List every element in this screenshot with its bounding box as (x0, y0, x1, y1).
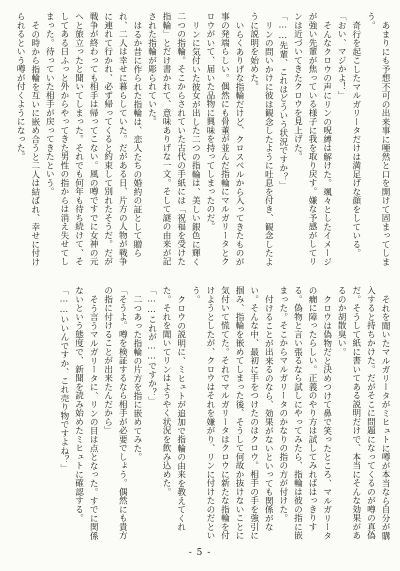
narration-paragraph: 付けることが出来るのなら、効果がないといっても関係がない。そんな中、最初に手をつけたのはクロウ。相手の手を強引に掴み、指輪を嵌めてしまった後、そうして何故か抜けないことに気付いて慌てた。それでマルガリータはクロウに新たな指輪を付けようとしたが、クロウはそれを嫌がり、リンに付けたのだという。 (190, 286, 274, 540)
lower-text-block (8, 286, 392, 544)
narration-paragraph: それを聞いたマルガリータがミヒュトに噂が本当なら自分が購入すると持ちかけた。だがそこに問題になってくるのが噂の真偽だ。そうして紙に書いてある説明だけで、本当にそんな効果があるのか胡散臭い。 (336, 286, 390, 540)
narration-paragraph: リンの問いかけに彼は観念したように吐息を付き、観念したように説明を始めた。 (248, 12, 274, 266)
narration-paragraph: そんなクロウの声にリンの呪縛は解けた。颯々としたイメージが強い先輩が焦っている様子に我を取り戻す。嫌な予感がしてリンは近づいてきたクロウを見上げた。 (292, 12, 332, 266)
narration-paragraph: その時から指輪を互いに嵌め合うと二人は結ばれ、幸せに付けられるという噂が付くようになった。 (15, 12, 40, 266)
narration-paragraph: あまりにも予想不可の出来事に唖然と口を開けて固まってしまう。 (365, 12, 390, 266)
narration-paragraph: リンに気付いた彼女が出した二つの指輪は、美しい銀色に輝く二つの指輪。そこからされていた古代の手紙には「祝福を受けた指輪」とだけ書かれて、意味ありげな一文。そして謎の由来が記された指輪が彫られていた。 (146, 12, 201, 266)
narration-paragraph: いらくありげな指輪だけど、クロスベルから入ってきたものが事の発端らしい。偶然にも骨董が並んだ指輪にマルガリータとクロウがいて、届いた品物に興味を持ってしまったのだ。 (204, 12, 245, 266)
narration-paragraph: そう言うマルガリータに、リンの目は点となった。すでに関係ないという態度で、新聞を読み始めたミヒュトに確認する。 (73, 286, 99, 540)
narration-paragraph: クロウは偽物だと決めつけて鼻で笑ったところ、マルガリータの癇に障ったらしい。正義のやり方は試してみればはっきりする。偽物と言い張るなら試しにやってみたら、指輪は彼の指に嵌まった。そこからマルガリータのかなりの指の方が付けた。 (277, 286, 332, 540)
narration-paragraph: クロウの説明に、ミヒュトが追加で指輪の由来を教えてくれた。それを聞いてリンはようやく状況を飲み込めた。 (161, 286, 186, 531)
dialogue-paragraph: 「そうよ。噂を検証するなら相手が必要でしょう。偶然にも貴方の指に付けることが出来たんだから」 (102, 286, 128, 540)
dialogue-paragraph: 「おい、マジかよ！」 (336, 12, 347, 100)
narration-paragraph: 奇行を起こしたマルガリータだけは満足げな顔をしている。 (350, 20, 361, 257)
narration-paragraph: 二つあった指輪の片方を指に嵌めてみた。 (131, 294, 142, 461)
dialogue-paragraph: 「……いいんですか、これ売り物ですよね？」 (58, 286, 69, 473)
dialogue-paragraph: 「……これが……ですか？」 (146, 286, 157, 406)
upper-text-block (8, 12, 392, 270)
dialogue-paragraph: 「……先輩、これはどういう状況ですか？」 (277, 12, 288, 190)
page-number: - 5 - (188, 548, 212, 558)
narration-paragraph: はるか昔に作られた指輪は、恋人たちの婚約の証として贈られ、二人は幸せに暮らしていた。だがある日、片方の人物が戦争に連れて行かれ、必ず帰ってくると約束して別れたそうだ。だが戦争が終わっても相手は帰ってこない。風の噂ですでに女神の元へと旅立ったと聞いてしまった。それでも何年も待ち続けて、そしてある日ふっと外からやってきた男性の指からは消え失せてしまった。待っていた相手が戻ってきたという。 (44, 12, 142, 266)
